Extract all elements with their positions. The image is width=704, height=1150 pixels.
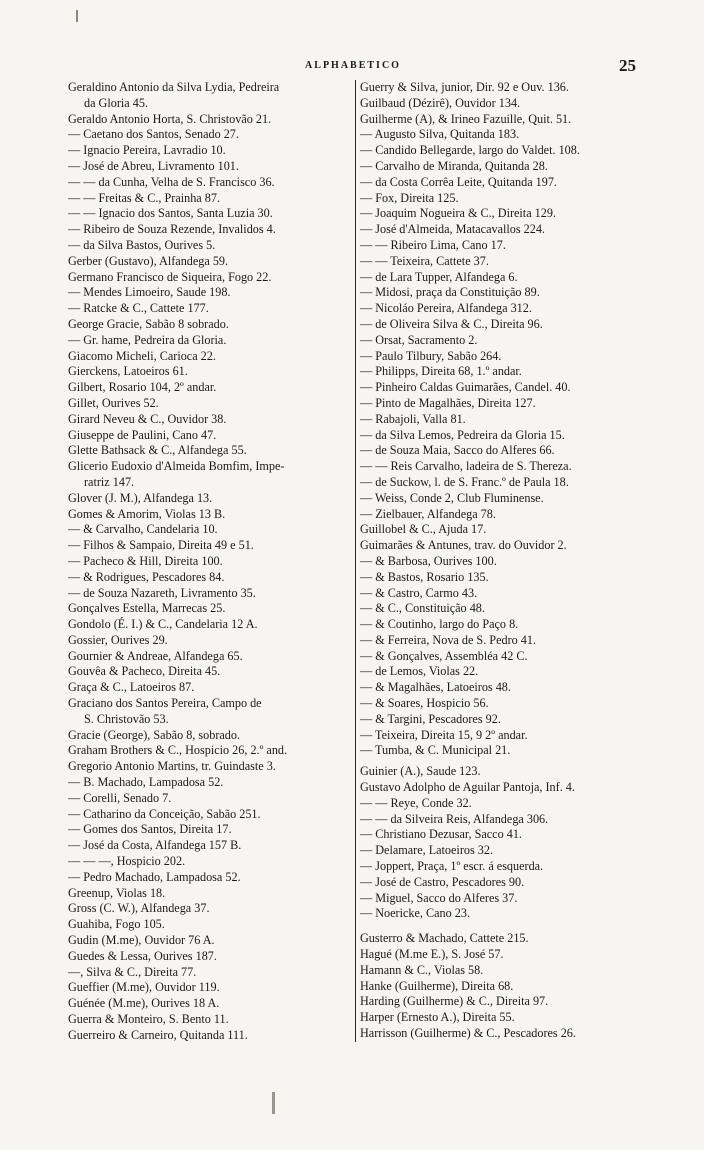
directory-entry: Guilbaud (Dézirê), Ouvidor 134. xyxy=(360,95,521,110)
directory-entry: Guimarães & Antunes, trav. do Ouvidor 2. xyxy=(360,538,567,553)
directory-entry: — Joaquim Nogueira & C., Direita 129. xyxy=(360,206,556,221)
directory-entry: — & Soares, Hospicio 56. xyxy=(360,696,489,711)
directory-entry: — José de Castro, Pescadores 90. xyxy=(360,874,525,889)
directory-entry: — Gomes dos Santos, Direita 17. xyxy=(68,822,232,837)
running-title: ALPHABETICO xyxy=(305,60,401,71)
directory-entry: — & Carvalho, Candelaria 10. xyxy=(68,522,218,537)
directory-entry: — Augusto Silva, Quitanda 183. xyxy=(360,127,520,142)
directory-entry: Gregorio Antonio Martins, tr. Guindaste 3. xyxy=(68,759,276,774)
directory-entry: — Noericke, Cano 23. xyxy=(360,906,470,921)
directory-entry: George Gracie, Sabão 8 sobrado. xyxy=(68,316,229,331)
directory-entry: Gierckens, Latoeiros 61. xyxy=(68,364,188,379)
directory-entry: — & Bastos, Rosario 135. xyxy=(360,569,489,584)
directory-entry: — & Targini, Pescadores 92. xyxy=(360,711,501,726)
directory-entry: Gondolo (É. I.) & C., Candelaria 12 A. xyxy=(68,617,258,632)
directory-entry: Graham Brothers & C., Hospicio 26, 2.º and. xyxy=(68,743,288,758)
directory-entry: Giuseppe de Paulini, Cano 47. xyxy=(68,427,217,442)
directory-entry: — Pedro Machado, Lampadosa 52. xyxy=(68,869,241,884)
directory-entry: Graça & C., Latoeiros 87. xyxy=(68,680,195,695)
directory-entry: — & Castro, Carmo 43. xyxy=(360,585,478,600)
directory-entry: S. Christovão 53. xyxy=(84,711,169,726)
directory-entry: Gueffier (M.me), Ouvidor 119. xyxy=(68,980,220,995)
directory-entry: Gouvêa & Pacheco, Direita 45. xyxy=(68,664,221,679)
directory-entry: — Ribeiro de Souza Rezende, Invalidos 4. xyxy=(68,222,276,237)
directory-entry: — Zielbauer, Alfandega 78. xyxy=(360,506,496,521)
directory-entry: — & Magalhães, Latoeiros 48. xyxy=(360,680,511,695)
directory-entry: Gustavo Adolpho de Aguilar Pantoja, Inf. 4. xyxy=(360,780,575,795)
directory-entry: — Teixeira, Direita 15, 9 2º andar. xyxy=(360,727,528,742)
directory-entry: — Caetano dos Santos, Senado 27. xyxy=(68,127,239,142)
directory-entry: Guahiba, Fogo 105. xyxy=(68,917,165,932)
directory-entry: — — Reis Carvalho, ladeira de S. Thereza. xyxy=(360,459,572,474)
directory-entry: Gomes & Amorim, Violas 13 B. xyxy=(68,506,226,521)
directory-entry: — Pacheco & Hill, Direita 100. xyxy=(68,553,223,568)
directory-entry: — Catharino da Conceição, Sabão 251. xyxy=(68,806,261,821)
directory-entry: Girard Neveu & C., Ouvidor 38. xyxy=(68,411,227,426)
directory-entry: Hagué (M.me E.), S. José 57. xyxy=(360,947,504,962)
directory-entry: — da Silva Bastos, Ourives 5. xyxy=(68,237,216,252)
directory-entry: Gonçalves Estella, Marrecas 25. xyxy=(68,601,226,616)
directory-entry: — da Silva Lemos, Pedreira da Gloria 15. xyxy=(360,427,565,442)
directory-entry: Glette Bathsack & C., Alfandega 55. xyxy=(68,443,247,458)
directory-entry: — & Coutinho, largo do Paço 8. xyxy=(360,617,519,632)
directory-entry: Guedes & Lessa, Ourives 187. xyxy=(68,948,217,963)
directory-entry: Guerreiro & Carneiro, Quitanda 111. xyxy=(68,1027,248,1042)
directory-entry: — da Costa Corrêa Leite, Quitanda 197. xyxy=(360,174,557,189)
directory-entry: Gilbert, Rosario 104, 2º andar. xyxy=(68,380,217,395)
left-column xyxy=(68,80,350,1044)
directory-entry: — & Ferreira, Nova de S. Pedro 41. xyxy=(360,632,537,647)
directory-entry: — Joppert, Praça, 1º escr. á esquerda. xyxy=(360,859,544,874)
directory-entry: — Pinheiro Caldas Guimarães, Candel. 40. xyxy=(360,380,571,395)
page-number: 25 xyxy=(619,56,636,75)
directory-entry: Geraldo Antonio Horta, S. Christovão 21. xyxy=(68,111,272,126)
directory-entry: Gournier & Andreae, Alfandega 65. xyxy=(68,648,243,663)
directory-entry: —, Silva & C., Direita 77. xyxy=(68,964,197,979)
directory-entry: — — Ribeiro Lima, Cano 17. xyxy=(360,237,506,252)
directory-entry: — Pinto de Magalhães, Direita 127. xyxy=(360,395,536,410)
directory-entry: — Ignacio Pereira, Lavradio 10. xyxy=(68,143,226,158)
directory-entry: — Nicoláo Pereira, Alfandega 312. xyxy=(360,301,532,316)
directory-entry: Glover (J. M.), Alfandega 13. xyxy=(68,490,213,505)
directory-entry: — de Souza Nazareth, Livramento 35. xyxy=(68,585,256,600)
directory-entry: — Orsat, Sacramento 2. xyxy=(360,332,478,347)
directory-entry: — — Ignacio dos Santos, Santa Luzia 30. xyxy=(68,206,273,221)
directory-entry: Harding (Guilherme) & C., Direita 97. xyxy=(360,994,549,1009)
directory-entry: Gracie (George), Sabão 8, sobrado. xyxy=(68,727,241,742)
directory-entry: — Delamare, Latoeiros 32. xyxy=(360,843,493,858)
directory-entry: Hamann & C., Violas 58. xyxy=(360,962,484,977)
directory-entry: — José da Costa, Alfandega 157 B. xyxy=(68,838,242,853)
directory-entry: Gudin (M.me), Ouvidor 76 A. xyxy=(68,933,215,948)
directory-entry: — Weiss, Conde 2, Club Fluminense. xyxy=(360,490,544,505)
directory-entry: — de Lara Tupper, Alfandega 6. xyxy=(360,269,518,284)
directory-entry: Guinier (A.), Saude 123. xyxy=(360,764,481,779)
directory-entry: — de Oliveira Silva & C., Direita 96. xyxy=(360,316,543,331)
directory-entry: — — Freitas & C., Prainha 87. xyxy=(68,190,220,205)
directory-entry: ratriz 147. xyxy=(84,474,135,489)
directory-entry: — Miguel, Sacco do Alferes 37. xyxy=(360,890,518,905)
directory-entry: — — Teixeira, Cattete 37. xyxy=(360,253,489,268)
margin-mark xyxy=(76,10,78,22)
directory-entry: — & C., Constituição 48. xyxy=(360,601,485,616)
directory-entry: Guilherme (A), & Irineo Fazuille, Quit. 51. xyxy=(360,111,572,126)
directory-entry: — Corelli, Senado 7. xyxy=(68,790,172,805)
directory-entry: — Midosi, praça da Constituição 89. xyxy=(360,285,540,300)
directory-entry: — de Lemos, Violas 22. xyxy=(360,664,479,679)
directory-entry: — & Rodrigues, Pescadores 84. xyxy=(68,569,225,584)
directory-entry: da Gloria 45. xyxy=(84,95,148,110)
directory-entry: — Filhos & Sampaio, Direita 49 e 51. xyxy=(68,538,254,553)
directory-entry: — José d'Almeida, Matacavallos 224. xyxy=(360,222,545,237)
page-header xyxy=(70,56,636,80)
directory-entry: Guillobel & C., Ajuda 17. xyxy=(360,522,487,537)
directory-entry: — de Souza Maia, Sacco do Alferes 66. xyxy=(360,443,555,458)
directory-entry: — & Gonçalves, Assembléa 42 C. xyxy=(360,648,528,663)
directory-entry: — & Barbosa, Ourives 100. xyxy=(360,553,497,568)
directory-entry: — José de Abreu, Livramento 101. xyxy=(68,158,239,173)
directory-entry: Graciano dos Santos Pereira, Campo de xyxy=(68,696,262,711)
directory-entry: Harrisson (Guilherme) & C., Pescadores 26. xyxy=(360,1026,576,1041)
right-column xyxy=(355,80,660,1042)
directory-entry: Gossier, Ourives 29. xyxy=(68,632,168,647)
directory-entry: — B. Machado, Lampadosa 52. xyxy=(68,775,224,790)
directory-entry: — Fox, Direita 125. xyxy=(360,190,459,205)
directory-entry: Gusterro & Machado, Cattete 215. xyxy=(360,931,529,946)
directory-entry: — Mendes Limoeiro, Saude 198. xyxy=(68,285,231,300)
directory-entry: — — —, Hospicio 202. xyxy=(68,854,186,869)
directory-entry: — Candido Bellegarde, largo do Valdet. 108. xyxy=(360,143,580,158)
directory-entry: Greenup, Violas 18. xyxy=(68,885,166,900)
directory-entry: — Christiano Dezusar, Sacco 41. xyxy=(360,827,522,842)
directory-entry: — Philipps, Direita 68, 1.º andar. xyxy=(360,364,522,379)
directory-entry: — Rabajoli, Valla 81. xyxy=(360,411,466,426)
directory-entry: — — da Silveira Reis, Alfandega 306. xyxy=(360,811,549,826)
directory-entry: — — Reye, Conde 32. xyxy=(360,795,472,810)
directory-entry: Guerry & Silva, junior, Dir. 92 e Ouv. 136. xyxy=(360,80,569,94)
directory-entry: Harper (Ernesto A.), Direita 55. xyxy=(360,1010,515,1025)
directory-entry: Giacomo Micheli, Carioca 22. xyxy=(68,348,216,363)
directory-entry: Gross (C. W.), Alfandega 37. xyxy=(68,901,210,916)
directory-entry: — Tumba, & C. Municipal 21. xyxy=(360,743,511,758)
directory-entry: Hanke (Guilherme), Direita 68. xyxy=(360,978,514,993)
directory-entry: Gerber (Gustavo), Alfandega 59. xyxy=(68,253,229,268)
directory-entry: Germano Francisco de Siqueira, Fogo 22. xyxy=(68,269,272,284)
directory-entry: Guénée (M.me), Ourives 18 A. xyxy=(68,996,220,1011)
directory-entry: — Gr. hame, Pedreira da Gloria. xyxy=(68,332,227,347)
directory-entry: Gillet, Ourives 52. xyxy=(68,395,159,410)
directory-entry: — de Suckow, l. de S. Franc.º de Paula 18. xyxy=(360,474,569,489)
directory-entry: — Paulo Tilbury, Sabão 264. xyxy=(360,348,502,363)
ink-mark xyxy=(272,1092,275,1114)
directory-entry: Geraldino Antonio da Silva Lydia, Pedreira xyxy=(68,80,280,94)
directory-entry: — Ratcke & C., Cattete 177. xyxy=(68,301,209,316)
directory-entry: — — da Cunha, Velha de S. Francisco 36. xyxy=(68,174,275,189)
directory-entry: — Carvalho de Miranda, Quitanda 28. xyxy=(360,158,548,173)
directory-entry: Glicerio Eudoxio d'Almeida Bomfim, Impe- xyxy=(68,459,285,474)
directory-entry: Guerra & Monteiro, S. Bento 11. xyxy=(68,1012,229,1027)
